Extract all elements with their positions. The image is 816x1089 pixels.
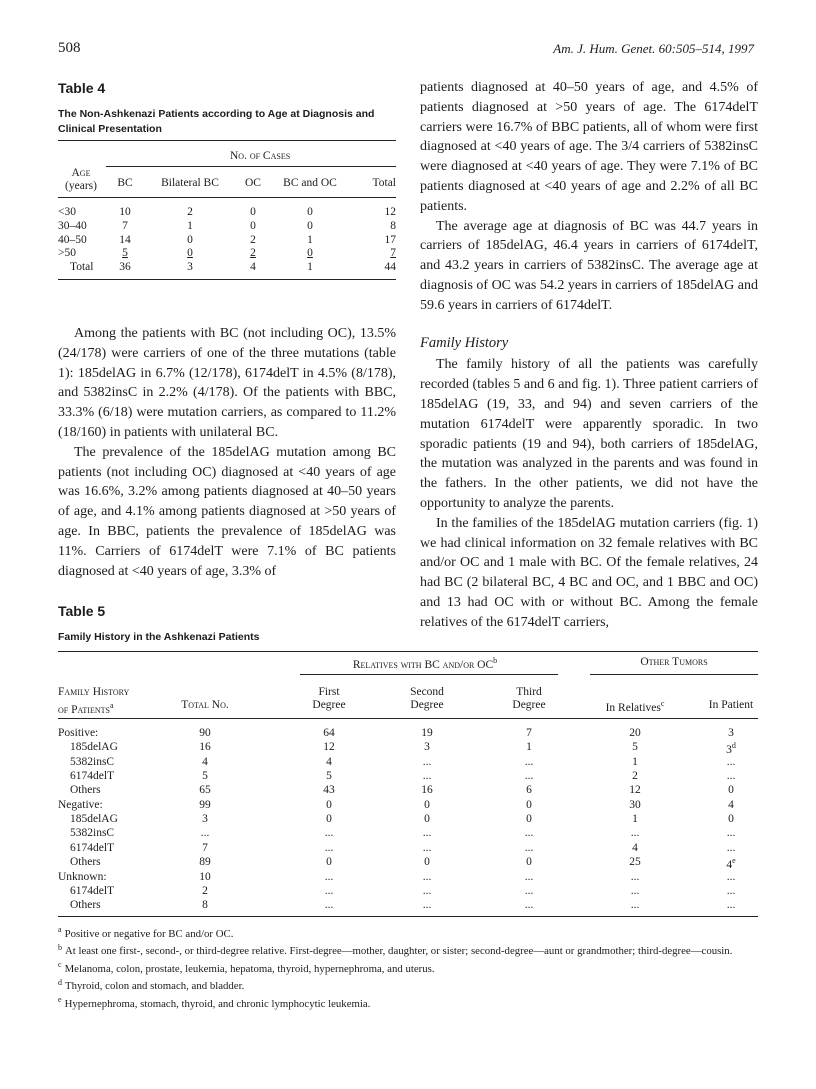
table5-cell-value: 6 (526, 784, 532, 797)
table5-header-total: Total No. (181, 699, 229, 711)
footnote-mark: c (58, 960, 62, 970)
footnote-mark: b (58, 942, 62, 952)
table5-cell-value: ... (524, 770, 534, 783)
table5-cell-pat (700, 885, 762, 897)
table5-cell-rel (590, 784, 680, 796)
table5-caption: Family History in the Ashkenazi Patients (58, 631, 260, 643)
table4-header-rule (58, 197, 396, 198)
table5-cell-value: 3 (424, 741, 430, 754)
table5-cell-second (398, 856, 456, 868)
table5-cell-second (398, 871, 456, 883)
table5-row-label: 6174delT (70, 841, 115, 854)
table5-header-family (58, 686, 129, 717)
table5-cell-total (160, 756, 250, 768)
table5-cell-value: 5 (326, 770, 332, 783)
table4-value-cell: 2 (250, 247, 256, 260)
table4-value-cell: 7 (122, 219, 128, 232)
table5-cell-third (500, 885, 558, 897)
table5-cell-value: 4 (726, 858, 733, 871)
table4-value-cell: 12 (384, 206, 396, 218)
table5-cell-value: ... (726, 827, 736, 840)
table5-cell-rel (590, 899, 680, 911)
page-number: 508 (58, 40, 81, 56)
table5-cell-value: ... (726, 870, 736, 883)
table5-cell-pat (700, 827, 762, 839)
table5-cell-first (300, 899, 358, 911)
table5-header-family-line1: Family History (58, 686, 130, 698)
table4-value-cell: 14 (119, 233, 131, 246)
table5-row (58, 756, 758, 770)
table5-cell-total (160, 784, 250, 796)
footnote-mark: d (58, 977, 62, 987)
table5-cell-value: 2 (202, 884, 208, 897)
table5-row (58, 827, 758, 841)
table5-cell-first (300, 885, 358, 897)
table5-bottom-rule (58, 916, 758, 917)
footnote-text: Melanoma, colon, prostate, leukemia, hepatoma, thyroid, hypernephroma, and uterus. (64, 962, 435, 975)
table5-row (58, 842, 758, 856)
table5-cell-value: ... (524, 755, 534, 768)
table4-value-cell: 17 (384, 233, 396, 246)
table5-cell-pat (700, 770, 762, 782)
table5-cell-value: 7 (202, 841, 208, 854)
table4-label: Table 4 (58, 80, 106, 96)
table5-cell-value: ... (324, 841, 334, 854)
table4-group-header: No. of Cases (230, 150, 291, 162)
table4-row (58, 234, 396, 247)
table5-cell-value: ... (630, 827, 640, 840)
table5-row (58, 727, 758, 741)
table5-cell-value: ... (524, 899, 534, 912)
table5-cell-value: ... (630, 870, 640, 883)
table5-cell-second (398, 799, 456, 811)
table5-cell-value: 0 (526, 813, 532, 826)
table5-header-first-2: Degree (312, 699, 346, 711)
table5-cell-second (398, 770, 456, 782)
table5-cell-value: ... (726, 770, 736, 783)
table5-cell-rel (590, 727, 680, 739)
table5-cell-value: 2 (632, 770, 638, 783)
table5-cell-value: 1 (632, 813, 638, 826)
table5-cell-total (160, 885, 250, 897)
right-paragraph-1: patients diagnosed at 40–50 years of age, and 4.5% of patients diagnosed at >50 years of age. The 6174delT carriers were 16.7% of BBC patients, all of whom were first diagnosed at <40 years of age. The 3/4 carriers of 5382insC were diagnosed at <40 years of age. They were 7.1% of BC patients diagnosed at <40 years of age and 2.2% of all BC patients. (420, 80, 758, 214)
table5-row (58, 856, 758, 870)
table5-cell-third (500, 856, 558, 868)
table5-cell-value: ... (726, 841, 736, 854)
footnote-text: Positive or negative for BC and/or OC. (64, 927, 234, 940)
table5-row-label: 6174delT (70, 770, 115, 783)
table5-cell-value: ... (200, 827, 210, 840)
table5-cell-total (160, 899, 250, 911)
table4-row (58, 261, 396, 274)
table5-cell-first (300, 856, 358, 868)
table5-cell-value: ... (524, 870, 534, 883)
table4-age-header (58, 167, 104, 192)
table5-cell-value: 12 (629, 784, 641, 797)
table5-cell-total (160, 856, 250, 868)
table5-cell-total (160, 871, 250, 883)
table5-cell-total (160, 741, 250, 753)
table5-cell-value: 8 (202, 899, 208, 912)
table5-cell-value: ... (324, 827, 334, 840)
table5-footnote (58, 958, 758, 976)
table5-cell-total (160, 827, 250, 839)
table5-row-label: Positive: (58, 727, 99, 739)
table5-cell-value: ... (422, 870, 432, 883)
table5-header-in-relatives (590, 699, 680, 714)
table5-header-third (500, 686, 558, 712)
table5-group-relatives-sup: b (493, 656, 498, 665)
table5-cell-value: ... (324, 884, 334, 897)
table4-col-oc: OC (245, 177, 261, 189)
table5-cell-third (500, 727, 558, 739)
table5-header-family-line2: of Patients (58, 703, 110, 716)
table5-cell-value: ... (726, 884, 736, 897)
table4-value-cell: 7 (390, 247, 396, 260)
table4-value-cell: 10 (119, 206, 131, 218)
table5-cell-value: ... (630, 884, 640, 897)
table5-group-relatives (300, 656, 550, 671)
table5-cell-total (160, 799, 250, 811)
table5-cell-value: 0 (728, 813, 734, 826)
table5-cell-value: 1 (632, 755, 638, 768)
table5-cell-value: 3 (728, 727, 734, 739)
table4-caption: The Non-Ashkenazi Patients according to Age at Diagnosis and Clinical Presentation (58, 108, 375, 135)
table4-value-cell: 0 (250, 219, 256, 232)
table5-cell-third (500, 799, 558, 811)
table4-value-cell: 1 (187, 219, 193, 232)
table5-cell-value: 0 (326, 856, 332, 869)
table5-cell-total (160, 727, 250, 739)
right-column-text (420, 78, 758, 633)
table5-cell-value: ... (324, 899, 334, 912)
table5-row-label: 6174delT (70, 884, 115, 897)
table4-value-cell: 0 (307, 247, 313, 260)
table5-cell-value: 16 (421, 784, 433, 797)
table5-cell-rel (590, 871, 680, 883)
table5-cell-value: 65 (199, 784, 211, 797)
table5-cell-second (398, 727, 456, 739)
table5-row (58, 813, 758, 827)
table5-cell-pat (700, 813, 762, 825)
table4-age-cell: <30 (58, 206, 76, 218)
table5-cell-value: ... (524, 841, 534, 854)
table5-cell-rel (590, 799, 680, 811)
table5-cell-value: 90 (199, 727, 211, 739)
table5-header-in-relatives-sup: c (660, 699, 665, 708)
table4-value-cell: 2 (250, 233, 256, 246)
table4-row (58, 220, 396, 233)
table5-row (58, 770, 758, 784)
table5-cell-value: 1 (526, 741, 532, 754)
table5-cell-third (500, 827, 558, 839)
table5-cell-value: 89 (199, 856, 211, 869)
table5-cell-second (398, 756, 456, 768)
table5-row (58, 899, 758, 913)
table5-cell-third (500, 756, 558, 768)
table5-row (58, 885, 758, 899)
table5-cell-rel (590, 885, 680, 897)
table5-group-other-rule (590, 674, 758, 675)
table5-header-second-1: Second (410, 686, 444, 698)
footnote-text: Thyroid, colon and stomach, and bladder. (65, 980, 245, 993)
table5-row-label: Unknown: (58, 870, 107, 883)
table5-header-first-1: First (318, 686, 340, 698)
table5-cell-rel (590, 856, 680, 868)
table5-cell-first (300, 842, 358, 854)
table5-cell-value: 99 (199, 798, 211, 811)
table5-cell-first (300, 770, 358, 782)
table5-cell-value: 64 (323, 727, 335, 739)
table5-cell-value: 4 (202, 755, 208, 768)
table4-value-cell: 36 (119, 261, 131, 274)
table4-col-bc: BC (117, 177, 133, 189)
table5-cell-value: 0 (424, 813, 430, 826)
table5-footnote (58, 976, 758, 994)
table5-cell-value: ... (324, 870, 334, 883)
table5-cell-third (500, 813, 558, 825)
table5-row-label: 5382insC (70, 827, 115, 840)
table5-cell-value: 5 (202, 770, 208, 783)
footnote-text: At least one first-, second-, or third-degree relative. First-degree—mother, daughter, or sister; second-degree—aunt or grandmother; third-degree—cousin. (65, 945, 733, 958)
table5-cell-value: 3 (202, 813, 208, 826)
table5-cell-pat (700, 756, 762, 768)
table5-cell-value: ... (422, 841, 432, 854)
table5-cell-pat (700, 799, 762, 811)
table5-cell-first (300, 727, 358, 739)
table5-cell-value: 12 (323, 741, 335, 754)
table4-value-cell: 0 (307, 219, 313, 232)
table4-col-bilateral: Bilateral BC (161, 177, 219, 189)
table5-cell-total (160, 813, 250, 825)
table5-cell-value: 0 (526, 856, 532, 869)
table5-row-label: Others (70, 856, 101, 869)
table5-footnote (58, 941, 758, 959)
table5-cell-value: ... (422, 827, 432, 840)
table5-cell-value: 0 (326, 813, 332, 826)
table5-cell-third (500, 899, 558, 911)
table5-cell-rel (590, 770, 680, 782)
table5-cell-value: 0 (526, 798, 532, 811)
table5-cell-pat (700, 741, 762, 756)
table5-row-label: Others (70, 784, 101, 797)
table5-row-label: Negative: (58, 798, 103, 811)
table5-cell-rel (590, 827, 680, 839)
table5-cell-second (398, 885, 456, 897)
table5-cell-rel (590, 842, 680, 854)
left-paragraph-1: Among the patients with BC (not including OC), 13.5% (24/178) were carriers of one of the three mutations (table 1): 185delAG in 6.7% (12/178), 6174delT in 4.5% (8/178), and 5382insC in 2.2% (4/178). Of the patients with BBC, 33.3% (6/18) were mutation carriers, as compared to 11.2% (18/160) in patients with unilateral BC. (58, 326, 396, 440)
table5-cell-value: ... (524, 884, 534, 897)
left-column-text (58, 324, 396, 581)
table5-cell-value: 7 (526, 727, 532, 739)
table5-cell-value: ... (726, 899, 736, 912)
table4-group-rule (106, 166, 396, 167)
table4-value-cell: 0 (187, 247, 193, 260)
table4-col-bcoc: BC and OC (283, 177, 337, 189)
section-heading-family-history: Family History (420, 334, 509, 351)
table5-cell-first (300, 741, 358, 753)
table5-cell-value: 10 (199, 870, 211, 883)
right-paragraph-3: The family history of all the patients was carefully recorded (tables 5 and 6 and fig. 1). Three patient carriers of 185delAG (19, 33, and 94) and seven carriers of the mutation 6174delT were apparently sporadic. In two sporadic patients (19 and 94), both carriers of 185delAG, the mutation was analyzed in the parents and was found in the fathers. In the other patients, we did not have the opportunity to analyze the parents. (420, 357, 758, 511)
table5-cell-value: ... (524, 827, 534, 840)
table4-value-cell: 2 (187, 206, 193, 218)
table5-row (58, 784, 758, 798)
table5-cell-second (398, 741, 456, 753)
table5-cell-rel (590, 741, 680, 753)
table5-cell-total (160, 842, 250, 854)
table5-cell-value: 3 (726, 744, 732, 757)
table5-header-in-patient: In Patient (708, 699, 754, 711)
table5-cell-pat (700, 856, 762, 871)
table4-value-cell: 0 (307, 206, 313, 218)
table4-value-cell: 0 (250, 206, 256, 218)
table5-cell-total (160, 770, 250, 782)
table5-cell-third (500, 770, 558, 782)
table5-row-label: Others (70, 899, 101, 912)
table5-cell-first (300, 756, 358, 768)
table5-cell-third (500, 842, 558, 854)
table4-value-cell: 1 (307, 261, 313, 274)
table5-cell-value: 5 (632, 741, 638, 754)
table5-cell-second (398, 899, 456, 911)
table5-cell-value: 0 (424, 798, 430, 811)
table5-cell-pat (700, 899, 762, 911)
table5-cell-value: 19 (421, 727, 433, 739)
table5-header-in-relatives-text: In Relatives (605, 701, 661, 714)
table5-cell-first (300, 827, 358, 839)
table5-cell-third (500, 741, 558, 753)
table5-cell-value: ... (422, 899, 432, 912)
footnote-mark: e (58, 995, 62, 1005)
table5-row-label: 185delAG (70, 741, 118, 754)
table5-cell-sup: d (731, 741, 736, 751)
table5-cell-value: 0 (728, 784, 734, 797)
table5-cell-pat (700, 871, 762, 883)
table5-cell-third (500, 871, 558, 883)
table5-row-label: 185delAG (70, 813, 118, 826)
table4-age-cell: Total (70, 261, 94, 274)
table4-value-cell: 8 (390, 219, 396, 232)
table5-row-label: 5382insC (70, 755, 115, 768)
table4-age-cell: 40–50 (58, 233, 87, 246)
table5-cell-value: 4 (632, 841, 638, 854)
table5-header-first (300, 686, 358, 712)
table4-bottom-rule (58, 279, 396, 280)
table5-header-family-sup: a (109, 701, 114, 710)
table5-cell-pat (700, 842, 762, 854)
table5-cell-value: 30 (629, 798, 641, 811)
table5-cell-value: ... (422, 755, 432, 768)
table5-cell-rel (590, 813, 680, 825)
table5-cell-value: 16 (199, 741, 211, 754)
table5-cell-second (398, 827, 456, 839)
table5-cell-value: 4 (326, 755, 332, 768)
table5-cell-value: ... (630, 899, 640, 912)
table4-value-cell: 44 (384, 261, 396, 274)
table5-cell-sup: e (732, 856, 736, 866)
table5-header-second (398, 686, 456, 712)
table4-value-cell: 4 (250, 261, 256, 274)
table4-value-cell: 5 (122, 247, 128, 260)
table5-footnotes (58, 923, 758, 1011)
table5-cell-third (500, 784, 558, 796)
table5-footnote (58, 993, 758, 1011)
table5-header-rule (58, 718, 758, 719)
table5-cell-first (300, 799, 358, 811)
table5-header-third-1: Third (516, 686, 542, 698)
table5-group-relatives-text: Relatives with BC and/or OC (352, 658, 494, 671)
table5-cell-value: ... (422, 770, 432, 783)
footnote-text: Hypernephroma, stomach, thyroid, and chronic lymphocytic leukemia. (64, 997, 371, 1010)
table5-cell-value: ... (726, 755, 736, 768)
table4-value-cell: 0 (187, 233, 193, 246)
footnote-mark: a (58, 925, 62, 934)
table5-cell-value: 25 (629, 856, 641, 869)
table5-cell-pat (700, 727, 762, 739)
journal-citation: Am. J. Hum. Genet. 60:505–514, 1997 (553, 41, 754, 56)
table5-label: Table 5 (58, 603, 106, 619)
table5-row (58, 799, 758, 813)
table5-cell-value: 0 (424, 856, 430, 869)
table5-cell-second (398, 842, 456, 854)
table4-value-cell: 1 (307, 233, 313, 246)
table5-group-other: Other Tumors (640, 656, 708, 668)
table4-row (58, 247, 396, 260)
table5-cell-rel (590, 756, 680, 768)
table5-cell-value: 20 (629, 727, 641, 739)
table4-age-header-line1: Age (71, 167, 91, 179)
table4-col-total: Total (372, 177, 396, 189)
table5-cell-value: 4 (728, 798, 734, 811)
table4-age-cell: >50 (58, 247, 76, 260)
right-paragraph-4: In the families of the 185delAG mutation carriers (fig. 1) we had clinical information on 32 female relatives with BC and/or OC and 1 male with BC. Of the female relatives, 24 had BC (2 bilateral BC, 4 BC and OC, and 1 BBC and OC) and 13 had OC with or without BC. Among the female relatives of the 6174delT carriers, (420, 515, 758, 630)
table4-value-cell: 3 (187, 261, 193, 274)
left-paragraph-2: The prevalence of the 185delAG mutation among BC patients (not including OC) diagnosed at <40 years of age was 16.6%, 3.2% among patients diagnosed at 40–50 years of age, and 4.1% among patients diagnosed at >50 years of age. In BBC, patients the prevalence of 185delAG was 11%. Carriers of 6174delT were 7.1% of BC patients diagnosed at <40 years of age, 3.3% of (58, 444, 396, 579)
table5-cell-second (398, 784, 456, 796)
table5-cell-value: ... (422, 884, 432, 897)
table4-row (58, 206, 396, 219)
table5-header-third-2: Degree (512, 699, 546, 711)
right-paragraph-2: The average age at diagnosis of BC was 44.7 years in carriers of 185delAG, 46.4 years in carriers of 6174delT, and 43.2 years in carriers of 5382insC. The average age at diagnosis of OC was 54.2 years in carriers of 185delAG and 59.6 years in carriers of 6174delT. (420, 218, 758, 313)
table5-cell-pat (700, 784, 762, 796)
table5-top-rule (58, 651, 758, 652)
table4-top-rule (58, 140, 396, 141)
table5-cell-value: 0 (326, 798, 332, 811)
table5-cell-first (300, 871, 358, 883)
table5-cell-value: 43 (323, 784, 335, 797)
table5-cell-first (300, 784, 358, 796)
table5-row (58, 741, 758, 755)
table5-footnote (58, 923, 758, 941)
table4-age-cell: 30–40 (58, 219, 87, 232)
table5-cell-first (300, 813, 358, 825)
table5-group-relatives-rule (300, 674, 558, 675)
table5-cell-second (398, 813, 456, 825)
table4-age-header-line2: (years) (65, 179, 97, 192)
table5-row (58, 871, 758, 885)
table5-header-second-2: Degree (410, 699, 444, 711)
